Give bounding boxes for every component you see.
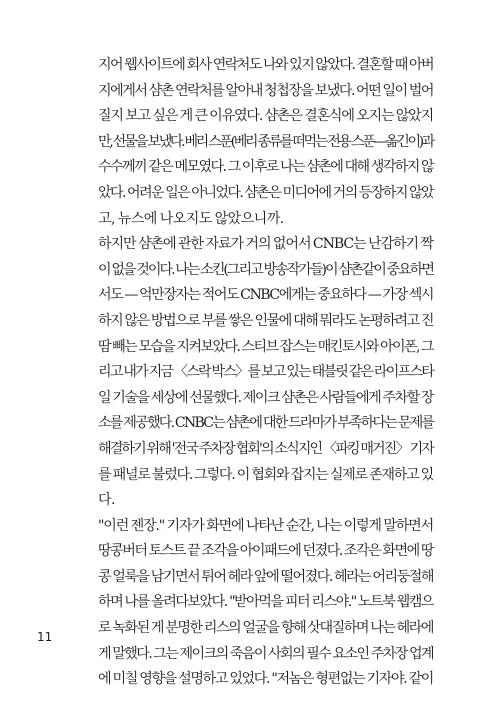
- text-line: 지어 웹사이트에 회사 연락처도 나와 있지 않았다. 결혼할 때 아버: [98, 57, 433, 73]
- text-line: 땅콩버터 토스트 끝 조각을 아이패드에 던졌다. 조각은 화면에 땅: [98, 543, 433, 560]
- text-line: "이런 젠장." 기자가 화면에 나타난 순간, 나는 이렇게 말하면서: [98, 517, 433, 534]
- text-line: 콩 얼룩을 남기면서 튀어 헤라 앞에 떨어졌다. 헤라는 어리둥절해: [98, 568, 433, 585]
- text-line: 질지 보고 싶은 게 큰 이유였다. 샴촌은 결혼식에 오지는 않았지: [98, 108, 433, 125]
- text-line: 땀 빼는 모습을 지켜보았다. 스티브 잡스는 매킨토시와 아이폰, 그: [98, 338, 433, 355]
- text-line: 게 말했다. 그는 제이크의 죽음이 사회의 필수 요소인 주차장 업계: [98, 645, 433, 662]
- body-text: [98, 53, 433, 693]
- text-line: 하지 않은 방법으로 부를 쌓은 인물에 대해 뭐라도 논평하려고 진: [98, 312, 433, 329]
- text-line: 고, 뉴스에 나오지도 않았으니까.: [98, 210, 284, 227]
- text-line: 일 기술을 세상에 선물했다. 제이크 샴촌은 사람들에게 주차할 장: [98, 389, 433, 406]
- page-number: 11: [37, 630, 53, 644]
- text-line: 에 미칠 영향을 설명하고 있었다. "저놈은 형편없는 기자야. 같이: [98, 671, 433, 688]
- text-line: 이 없을 것이다. 나는 소킨(그리고 방송작가들)이 샴촌같이 중요하면: [98, 261, 433, 278]
- text-line: 해결하기 위해 '전국 주차장 협회'의 소식지인 〈파킹 매거진〉 기자: [98, 440, 433, 457]
- text-line: 로 녹화된 게 분명한 리스의 얼굴을 향해 삿대질하며 나는 헤라에: [98, 620, 433, 637]
- text-line: 수수께끼 같은 메모였다. 그 이후로 나는 샴촌에 대해 생각하지 않: [98, 159, 433, 176]
- text-line: 서도 — 억만장자는 적어도 CNBC에게는 중요하다 — 가장 섹시: [98, 287, 433, 304]
- text-line: 다.: [98, 492, 115, 509]
- text-line: 하지만 샴촌에 관한 자료가 거의 없어서 CNBC는 난감하기 짝: [98, 236, 433, 253]
- text-line: 소를 제공했다. CNBC는 샴촌에 대한 드라마가 부족하다는 문제를: [98, 415, 434, 432]
- text-line: 리고 내가 지금 〈스락 박스〉를 보고 있는 태블릿 같은 라이프스타: [98, 364, 434, 381]
- text-line: 지에게서 샴촌 연락처를 알아내 청첩장을 보냈다. 어떤 일이 벌어: [98, 82, 433, 99]
- text-line: 만, 선물을 보냈다. 베리 스푼(베리 종류를 떠먹는 전용 스푼—옮긴이)과: [98, 133, 433, 150]
- text-line: 를 패널로 불렀다. 그렇다. 이 협회와 잡지는 실제로 존재하고 있: [98, 466, 433, 483]
- text-line: 하며 나를 올려다보았다. "받아먹을 피터 리스야." 노트북 웹캠으: [98, 594, 433, 611]
- text-line: 았다. 어려운 일은 아니었다. 샴촌은 미디어에 거의 등장하지 않았: [98, 184, 433, 201]
